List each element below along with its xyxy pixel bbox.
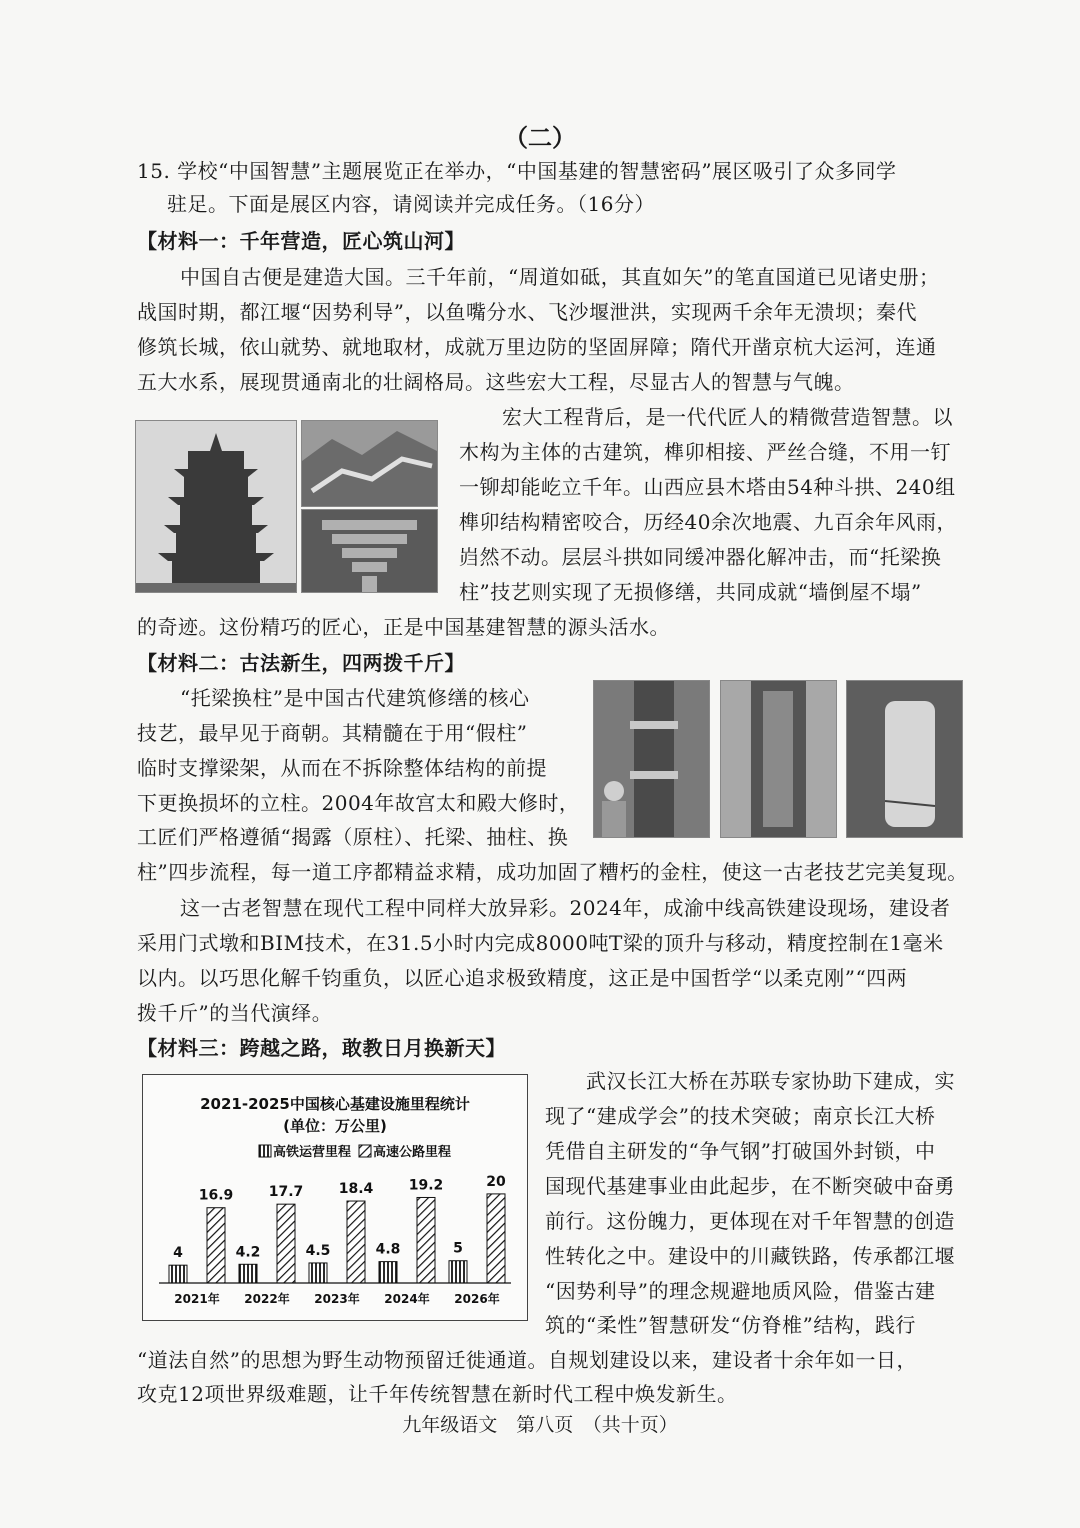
category-tick-label: 2021年 <box>174 1292 220 1306</box>
column-repair-photo-2 <box>720 680 837 838</box>
material2-heading: 【材料二：古法新生，四两拨千斤】 <box>137 651 465 675</box>
chart-subtitle: (单位：万公里) <box>283 1117 387 1135</box>
material3-line: 国现代基建事业由此起步，在不断突破中奋勇 <box>545 1174 955 1198</box>
bar-hsr <box>239 1264 257 1283</box>
material1-line: 中国自古便是建造大国。三千年前，“周道如砥，其直如矢”的笔直国道已见诸史册； <box>180 265 940 289</box>
material2-line: 拨千斤”的当代演绎。 <box>137 1001 333 1025</box>
material3-line: 性转化之中。建设中的川藏铁路，传承都江堰 <box>545 1244 955 1268</box>
material1-line: 战国时期，都江堰“因势利导”，以鱼嘴分水、飞沙堰泄洪，实现两千余年无溃坝；秦代 <box>137 300 917 324</box>
legend-swatch-hsr <box>259 1145 271 1157</box>
material1-line: 柱”技艺则实现了无损修缮，共同成就“墙倒屋不塌” <box>459 580 922 604</box>
great-wall-photo <box>301 420 438 507</box>
value-label-hsr: 4.8 <box>375 1241 401 1258</box>
question-line-1: 15. 学校“中国智慧”主题展览正在举办，“中国基建的智慧密码”展区吸引了众多同学 <box>137 159 897 183</box>
column-repair-photo-3 <box>846 680 963 838</box>
material1-line: 宏大工程背后，是一代代匠人的精微营造智慧。以 <box>502 405 953 429</box>
value-label-hsr: 4 <box>173 1245 183 1262</box>
section-title: （二） <box>504 124 576 152</box>
material3-line: 凭借自主研发的“争气钢”打破国外封锁，中 <box>545 1139 936 1163</box>
mileage-bar-chart <box>142 1074 528 1321</box>
category-tick-label: 2022年 <box>244 1292 290 1306</box>
chart-canvas <box>143 1075 527 1320</box>
legend-label-expressway: 高速公路里程 <box>373 1145 452 1160</box>
value-label-expressway: 20 <box>486 1173 506 1190</box>
wooden-pagoda-photo <box>135 420 297 593</box>
material2-line: 以内。以巧思化解千钧重负，以匠心追求极致精度，这正是中国哲学“以柔克刚”“四两 <box>137 966 908 990</box>
value-label-expressway: 18.4 <box>338 1181 374 1198</box>
material3-line: 筑的“柔性”智慧研发“仿脊椎”结构，践行 <box>545 1313 916 1337</box>
column-repair-photo-1 <box>593 680 710 838</box>
material1-line: 的奇迹。这份精巧的匠心，正是中国基建智慧的源头活水。 <box>137 615 670 639</box>
value-label-hsr: 4.2 <box>235 1244 261 1261</box>
material2-line: 临时支撑梁架，从而在不拆除整体结构的前提 <box>137 756 547 780</box>
bar-hsr <box>309 1263 327 1283</box>
material2-line: “托梁换柱”是中国古代建筑修缮的核心 <box>180 686 530 710</box>
bar-expressway <box>417 1197 435 1283</box>
bar-hsr <box>169 1265 187 1283</box>
value-label-expressway: 16.9 <box>198 1187 234 1204</box>
bar-expressway <box>277 1204 295 1283</box>
value-label-hsr: 5 <box>453 1240 463 1257</box>
material3-line: “道法自然”的思想为野生动物预留迁徙通道。自规划建设以来，建设者十余年如一日， <box>137 1348 917 1372</box>
legend-label-hsr: 高铁运营里程 <box>273 1145 352 1160</box>
material3-heading: 【材料三：跨越之路，敢教日月换新天】 <box>137 1036 506 1060</box>
value-label-expressway: 19.2 <box>408 1177 444 1194</box>
chart-title: 2021-2025中国核心基建设施里程统计 <box>200 1095 470 1113</box>
page-footer: 九年级语文 第八页 （共十页） <box>402 1414 678 1436</box>
material2-line: 工匠们严格遵循“揭露（原柱）、托梁、抽柱、换 <box>137 825 569 849</box>
material1-line: 岿然不动。层层斗拱如同缓冲器化解冲击，而“托梁换 <box>459 545 942 569</box>
material1-line: 木构为主体的古建筑，榫卯相接、严丝合缝，不用一钉 <box>459 440 951 464</box>
material2-line: 这一古老智慧在现代工程中同样大放异彩。2024年，成渝中线高铁建设现场，建设者 <box>180 896 951 920</box>
material1-line: 五大水系，展现贯通南北的壮阔格局。这些宏大工程，尽显古人的智慧与气魄。 <box>137 370 855 394</box>
category-tick-label: 2024年 <box>384 1292 430 1306</box>
material3-line: 攻克12项世界级难题，让千年传统智慧在新时代工程中焕发新生。 <box>137 1382 738 1406</box>
material3-line: 前行。这份魄力，更体现在对千年智慧的创造 <box>545 1209 955 1233</box>
material2-line: 技艺，最早见于商朝。其精髓在于用“假柱” <box>137 721 528 745</box>
value-label-hsr: 4.5 <box>305 1242 331 1259</box>
material1-line: 榫卯结构精密咬合，历经40余次地震、九百余年风雨， <box>459 510 957 534</box>
dougong-bracket-photo <box>301 509 438 593</box>
material2-line: 采用门式墩和BIM技术，在31.5小时内完成8000吨T梁的顶升与移动，精度控制在1毫米 <box>137 931 944 955</box>
bar-expressway <box>347 1201 365 1283</box>
material1-line: 修筑长城，依山就势、就地取材，成就万里边防的坚固屏障；隋代开凿京杭大运河，连通 <box>137 335 937 359</box>
material3-line: “因势利导”的理念规避地质风险，借鉴古建 <box>545 1279 936 1303</box>
bar-expressway <box>207 1208 225 1283</box>
material2-line: 下更换损坏的立柱。2004年故宫太和殿大修时， <box>137 791 580 815</box>
material1-heading: 【材料一：千年营造，匠心筑山河】 <box>137 229 465 253</box>
value-label-expressway: 17.7 <box>268 1184 304 1201</box>
bar-hsr <box>379 1262 397 1283</box>
material2-line: 柱”四步流程，每一道工序都精益求精，成功加固了糟朽的金柱，使这一古老技艺完美复现。 <box>137 860 968 884</box>
bar-hsr <box>449 1261 467 1283</box>
question-line-2: 驻足。下面是展区内容，请阅读并完成任务。（16分） <box>167 192 655 216</box>
material1-line: 一铆却能屹立千年。山西应县木塔由54种斗拱、240组 <box>459 475 956 499</box>
material3-line: 现了“建成学会”的技术突破；南京长江大桥 <box>545 1104 936 1128</box>
legend-swatch-expressway <box>359 1145 371 1157</box>
category-tick-label: 2023年 <box>314 1292 360 1306</box>
bar-expressway <box>487 1194 505 1283</box>
material3-line: 武汉长江大桥在苏联专家协助下建成，实 <box>586 1069 955 1093</box>
category-tick-label: 2026年 <box>454 1292 500 1306</box>
